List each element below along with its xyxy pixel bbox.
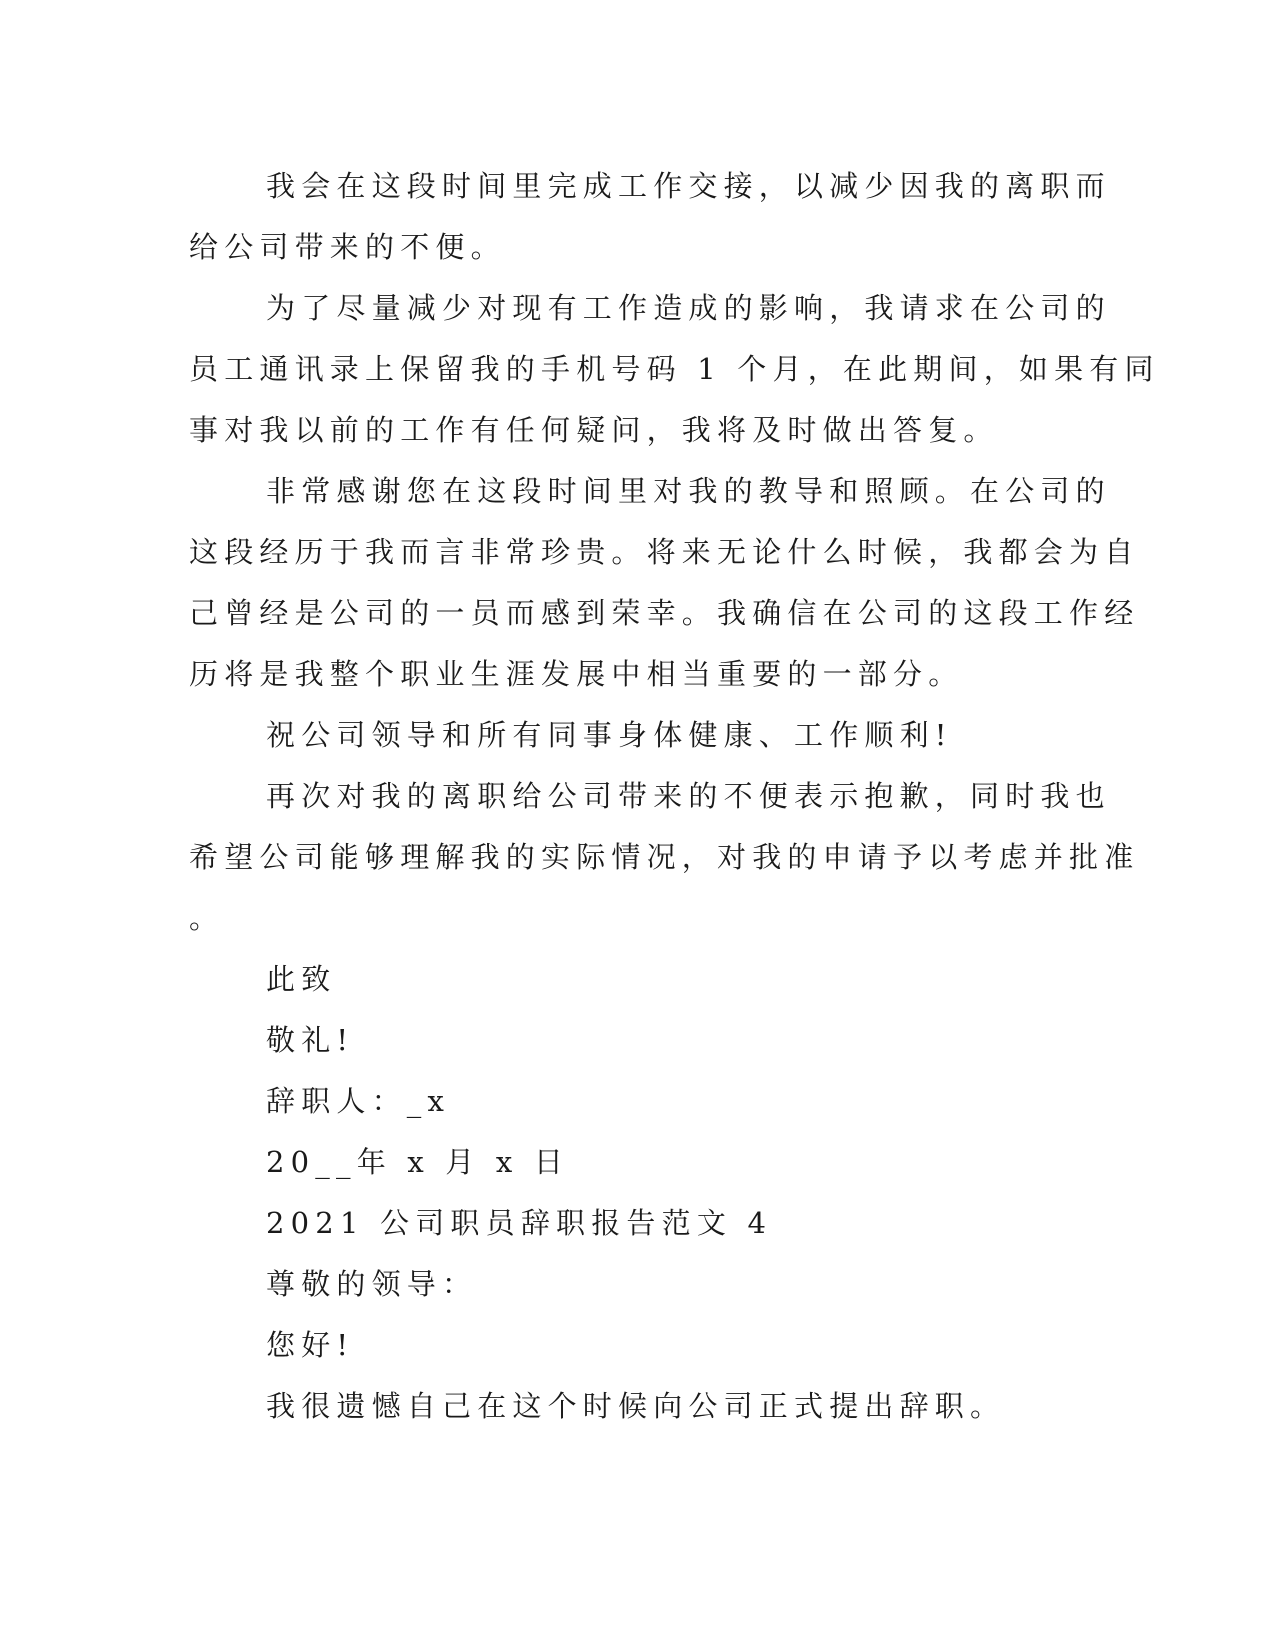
- paragraph-line: 非常感谢您在这段时间里对我的教导和照顾。在公司的: [266, 474, 1111, 508]
- paragraph-line: 为了尽量减少对现有工作造成的影响，我请求在公司的: [266, 291, 1111, 325]
- paragraph-line: 历将是我整个职业生涯发展中相当重要的一部分。: [189, 657, 964, 691]
- paragraph-line: 我会在这段时间里完成工作交接，以减少因我的离职而: [266, 169, 1111, 203]
- closing-salutation: 此致: [266, 962, 337, 996]
- paragraph-line: 给公司带来的不便。: [189, 230, 506, 264]
- paragraph-line: 我很遗憾自己在这个时候向公司正式提出辞职。: [266, 1389, 1006, 1423]
- paragraph-line: 祝公司领导和所有同事身体健康、工作顺利!: [266, 718, 953, 752]
- section-heading: 2021 公司职员辞职报告范文 4: [266, 1206, 773, 1240]
- paragraph-line: 己曾经是公司的一员而感到荣幸。我确信在公司的这段工作经: [189, 596, 1140, 630]
- signature-line: 辞职人：_x: [266, 1084, 451, 1118]
- paragraph-line: 员工通讯录上保留我的手机号码 1 个月，在此期间，如果有同: [189, 352, 1160, 386]
- paragraph-line: 再次对我的离职给公司带来的不便表示抱歉，同时我也: [266, 779, 1111, 813]
- greeting-line: 您好!: [266, 1328, 355, 1362]
- paragraph-line: 事对我以前的工作有任何疑问，我将及时做出答复。: [189, 413, 999, 447]
- date-line: 20__年 x 月 x 日: [266, 1145, 570, 1179]
- closing-regards: 敬礼!: [266, 1023, 355, 1057]
- paragraph-line: 。: [189, 901, 225, 935]
- paragraph-line: 这段经历于我而言非常珍贵。将来无论什么时候，我都会为自: [189, 535, 1140, 569]
- greeting-line: 尊敬的领导：: [266, 1267, 478, 1301]
- paragraph-line: 希望公司能够理解我的实际情况，对我的申请予以考虑并批准: [189, 840, 1140, 874]
